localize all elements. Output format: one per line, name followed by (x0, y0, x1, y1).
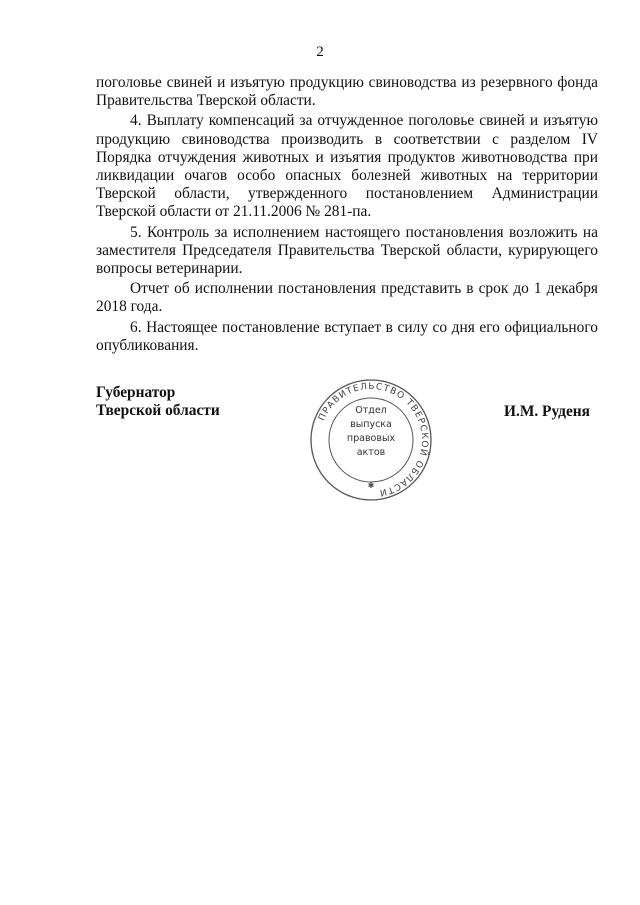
document-body (96, 74, 598, 357)
paragraph-report: Отчет об исполнении постановления представить в срок до 1 декабря 2018 года. (96, 280, 598, 316)
signer-title-line2: Тверской области (96, 402, 220, 420)
paragraph-item-6: 6. Настоящее постановление вступает в силу со дня его официального опубликования. (96, 318, 598, 354)
stamp-center-line3: правовых (346, 433, 396, 444)
stamp-center-line4: актов (356, 447, 386, 458)
stamp-center-text (318, 404, 424, 460)
stamp-ring-text: ПРАВИТЕЛЬСТВО ТВЕРСКОЙ ОБЛАСТИ (317, 381, 430, 498)
stamp-center-line2: выпуска (350, 419, 392, 430)
page-number: 2 (316, 44, 324, 60)
stamp-star-icon: ✱ (367, 481, 375, 490)
stamp-center-line1: Отдел (355, 405, 387, 416)
paragraph-item-4: 4. Выплату компенсаций за отчужденное поголовье свиней и изъятую продукцию свиноводства производить в соответствии с разделом IV Порядка отчуждения животных и изъятия продуктов животноводства при ликвидации очагов особо опасных болезней животных на территории Тверской области, утвержденного постановлением Администрации Тверской области от 21.11.2006 № 281-па. (96, 112, 598, 221)
signer-title (96, 384, 220, 420)
paragraph-item-5: 5. Контроль за исполнением настоящего постановления возложить на заместителя Председателя Правительства Тверской области, курирующего вопросы ветеринарии. (96, 223, 598, 278)
paragraph-continuation: поголовье свиней и изъятую продукцию свиноводства из резервного фонда Правительства Тверской области. (96, 74, 598, 110)
signer-title-line1: Губернатор (96, 384, 176, 401)
signer-name: И.М. Руденя (504, 403, 590, 420)
